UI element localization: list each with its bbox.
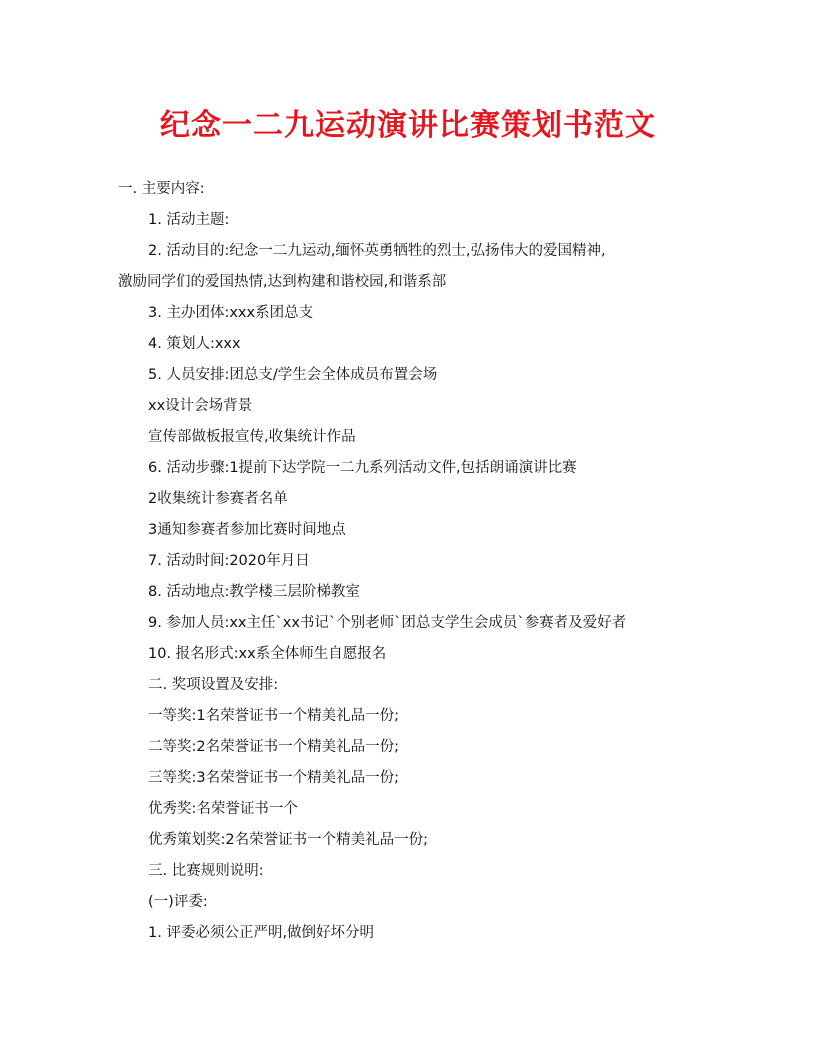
item-participants: 9. 参加人员:xx主任`xx书记`个别老师`团总支学生会成员`参赛者及爱好者 xyxy=(148,615,627,631)
section-heading-main-content: 一. 主要内容: xyxy=(118,181,205,197)
item-activity-purpose: 2. 活动目的:纪念一二九运动,缅怀英勇牺牲的烈士,弘扬伟大的爱国精神, xyxy=(148,243,606,259)
item-activity-steps: 6. 活动步骤:1提前下达学院一二九系列活动文件,包括朗诵演讲比赛 xyxy=(148,460,577,476)
rule-judges-fairness: 1. 评委必须公正严明,做倒好坏分明 xyxy=(148,925,375,941)
section-heading-rules: 三. 比赛规则说明: xyxy=(148,863,264,879)
item-registration: 10. 报名形式:xx系全体师生自愿报名 xyxy=(148,646,387,662)
award-first: 一等奖:1名荣誉证书一个精美礼品一份; xyxy=(148,708,399,724)
section-heading-awards: 二. 奖项设置及安排: xyxy=(148,677,279,693)
item-staff-arrangement: 5. 人员安排:团总支/学生会全体成员布置会场 xyxy=(148,367,438,383)
staff-design: xx设计会场背景 xyxy=(148,398,253,414)
award-best-planning: 优秀策划奖:2名荣誉证书一个精美礼品一份; xyxy=(148,832,428,848)
award-excellence: 优秀奖:名荣誉证书一个 xyxy=(148,801,298,817)
document-title: 纪念一二九运动演讲比赛策划书范文 xyxy=(160,108,656,143)
subsection-judges: (一)评委: xyxy=(148,894,208,910)
item-activity-purpose-continued: 激励同学们的爱国热情,达到构建和谐校园,和谐系部 xyxy=(118,274,447,290)
award-third: 三等奖:3名荣誉证书一个精美礼品一份; xyxy=(148,770,399,786)
item-activity-time: 7. 活动时间:2020年月日 xyxy=(148,553,310,569)
staff-publicity: 宣传部做板报宣传,收集统计作品 xyxy=(148,429,356,445)
step-collect-names: 2收集统计参赛者名单 xyxy=(148,491,288,507)
award-second: 二等奖:2名荣誉证书一个精美礼品一份; xyxy=(148,739,399,755)
item-activity-theme: 1. 活动主题: xyxy=(148,212,230,228)
item-organizer: 3. 主办团体:xxx系团总支 xyxy=(148,305,314,321)
step-notify: 3通知参赛者参加比赛时间地点 xyxy=(148,522,346,538)
item-activity-location: 8. 活动地点:教学楼三层阶梯教室 xyxy=(148,584,360,600)
item-planner: 4. 策划人:xxx xyxy=(148,336,241,352)
document-body xyxy=(118,174,708,949)
